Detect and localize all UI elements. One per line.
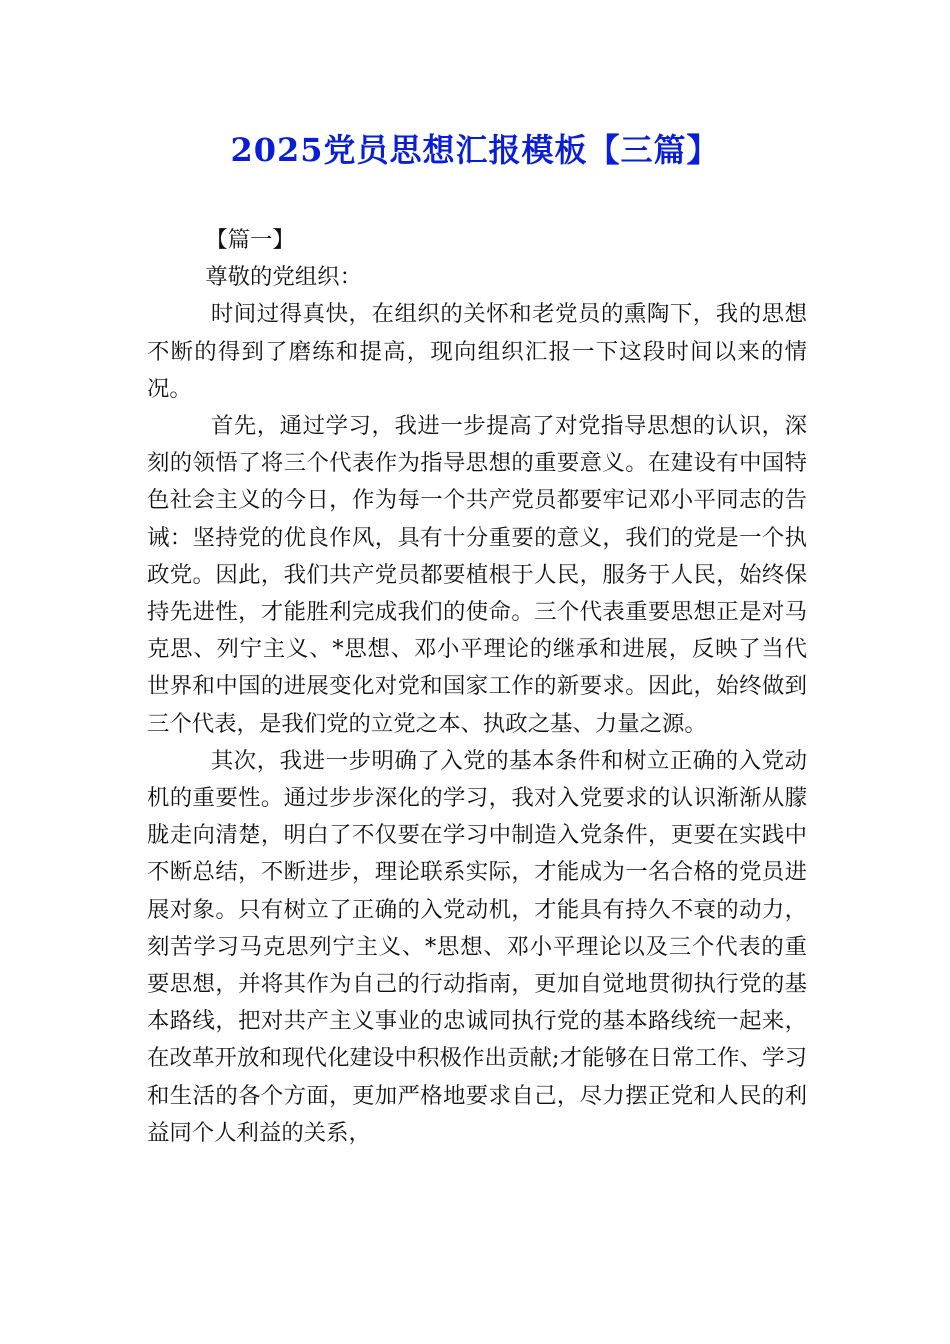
section-heading: 【篇一】 bbox=[205, 227, 295, 253]
salutation: 尊敬的党组织： bbox=[205, 264, 362, 291]
document-body bbox=[147, 222, 807, 1152]
paragraph: 时间过得真快，在组织的关怀和老党员的熏陶下，我的思想不断的得到了磨练和提高，现向组织汇报一下这段时间以来的情况。 bbox=[147, 301, 807, 402]
document-title: 2025党员思想汇报模板【三篇】 bbox=[230, 131, 720, 169]
paragraph: 首先，通过学习，我进一步提高了对党指导思想的认识，深刻的领悟了将三个代表作为指导思想的重要意义。在建设有中国特色社会主义的今日，作为每一个共产党员都要牢记邓小平同志的告诫：坚持党的优良作风，具有十分重要的意义，我们的党是一个执政党。因此，我们共产党员都要植根于人民，服务于人民，始终保持先进性，才能胜利完成我们的使命。三个代表重要思想正是对马克思、列宁主义、*思想、邓小平理论的继承和进展，反映了当代世界和中国的进展变化对党和国家工作的新要求。因此，始终做到三个代表，是我们党的立党之本、执政之基、力量之源。 bbox=[147, 413, 807, 737]
paragraph: 其次，我进一步明确了入党的基本条件和树立正确的入党动机的重要性。通过步步深化的学习，我对入党要求的认识渐渐从朦胧走向清楚，明白了不仅要在学习中制造入党条件，更要在实践中不断总结，不断进步，理论联系实际，才能成为一名合格的党员进展对象。只有树立了正确的入党动机，才能具有持久不衰的动力，刻苦学习马克思列宁主义、*思想、邓小平理论以及三个代表的重要思想，并将其作为自己的行动指南，更加自觉地贯彻执行党的基本路线，把对共产主义事业的忠诚同执行党的基本路线统一起来，在改革开放和现代化建设中积极作出贡献;才能够在日常工作、学习和生活的各个方面，更加严格地要求自己，尽力摆正党和人民的利益同个人利益的关系， bbox=[147, 747, 807, 1146]
